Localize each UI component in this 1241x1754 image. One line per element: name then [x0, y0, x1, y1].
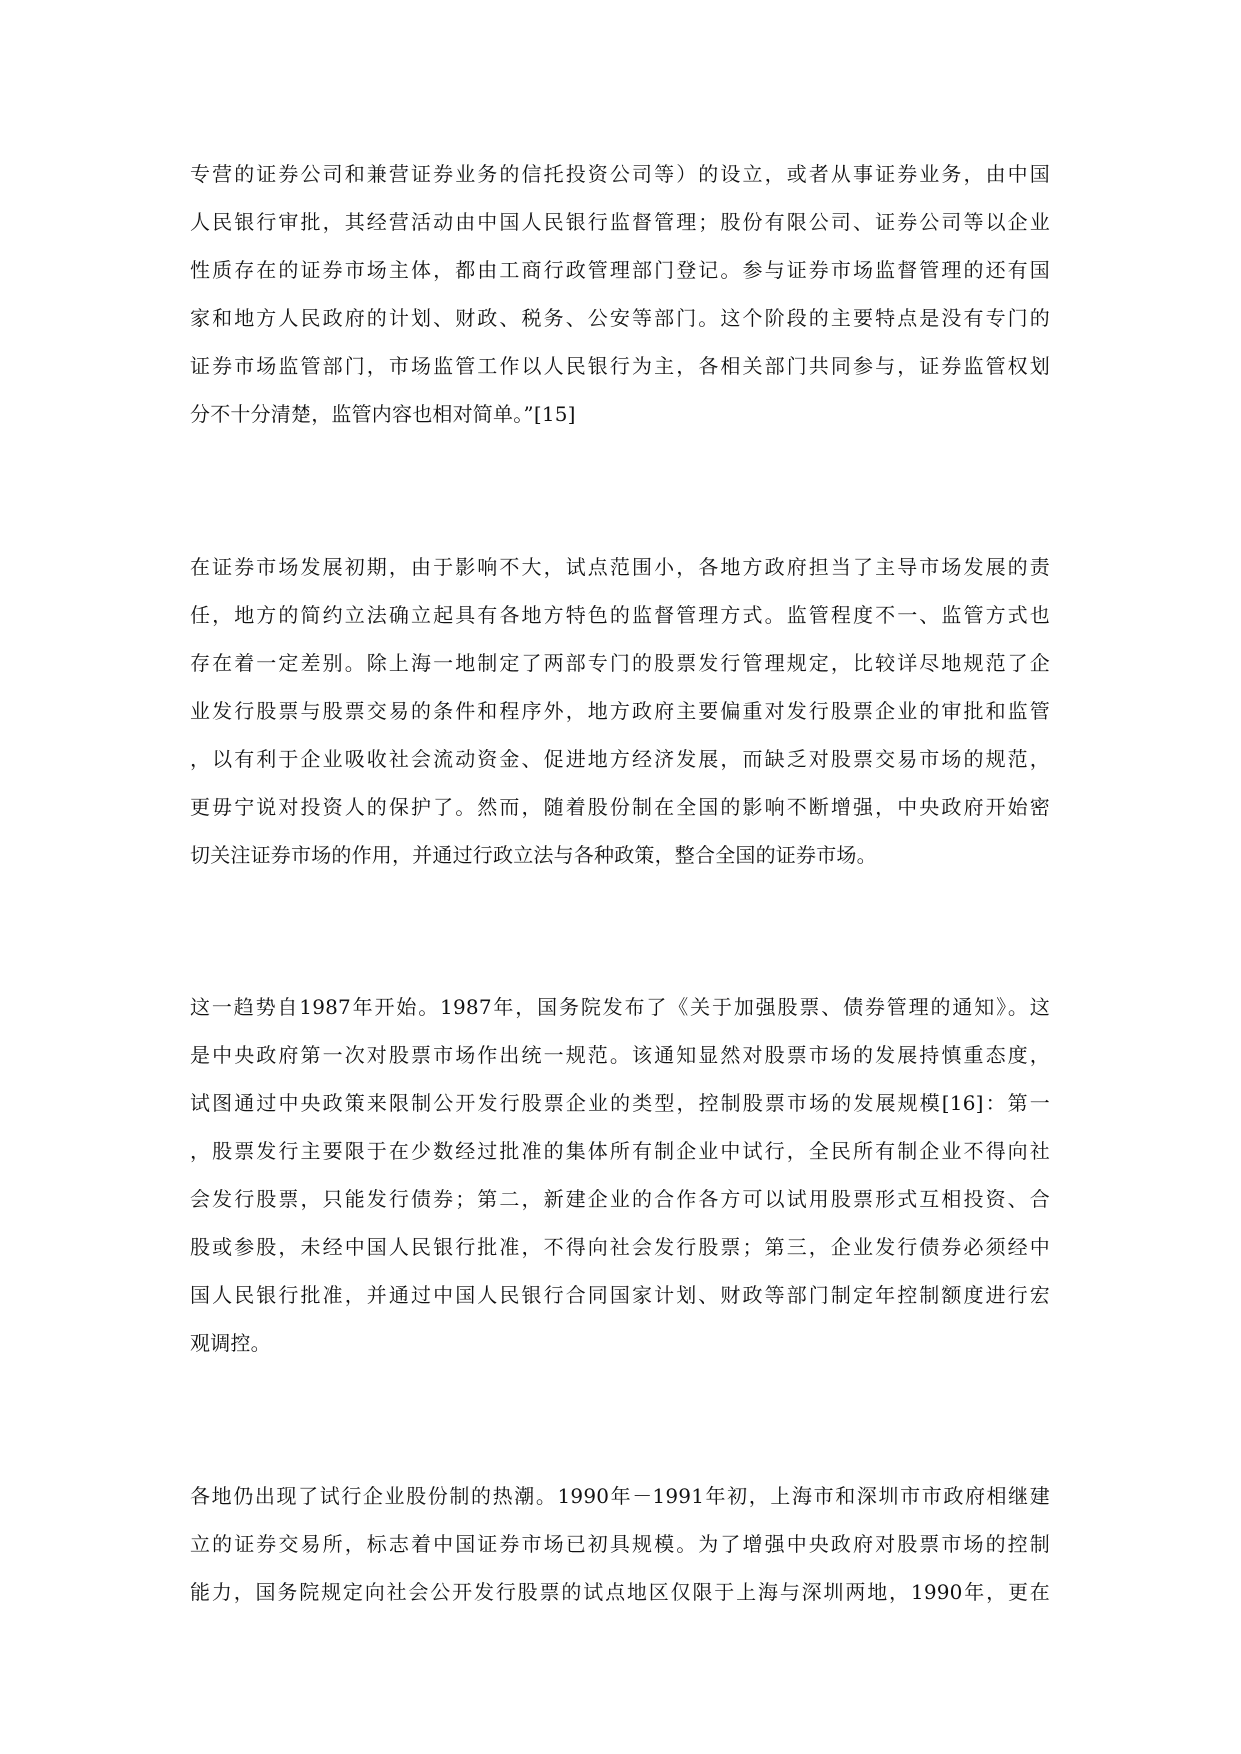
paragraph-3 — [190, 983, 1050, 1367]
text-line: 专营的证券公司和兼营证券业务的信托投资公司等）的设立，或者从事证券业务，由中国 — [190, 162, 1050, 186]
text-line: ，以有利于企业吸收社会流动资金、促进地方经济发展，而缺乏对股票交易市场的规范， — [190, 747, 1050, 771]
text-line: 试图通过中央政策来限制公开发行股票企业的类型，控制股票市场的发展规模[16]：第一 — [190, 1091, 1050, 1115]
text-line: 任，地方的简约立法确立起具有各地方特色的监督管理方式。监管程度不一、监管方式也 — [190, 603, 1050, 627]
text-line: 这一趋势自1987年开始。1987年，国务院发布了《关于加强股票、债券管理的通知》。这 — [190, 995, 1050, 1019]
text-line: 在证券市场发展初期，由于影响不大，试点范围小，各地方政府担当了主导市场发展的责 — [190, 555, 1050, 579]
text-line: 各地仍出现了试行企业股份制的热潮。1990年－1991年初，上海市和深圳市市政府相继建 — [190, 1484, 1050, 1508]
text-line: 证券市场监管部门，市场监管工作以人民银行为主，各相关部门共同参与，证券监管权划 — [190, 354, 1050, 378]
text-line: 观调控。 — [190, 1331, 271, 1355]
text-line: 业发行股票与股票交易的条件和程序外，地方政府主要偏重对发行股票企业的审批和监管 — [190, 699, 1050, 723]
text-line: 能力，国务院规定向社会公开发行股票的试点地区仅限于上海与深圳两地，1990年，更在 — [190, 1580, 1050, 1604]
text-line: 性质存在的证券市场主体，都由工商行政管理部门登记。参与证券市场监督管理的还有国 — [190, 258, 1050, 282]
text-line: 股或参股，未经中国人民银行批准，不得向社会发行股票；第三，企业发行债券必须经中 — [190, 1235, 1050, 1259]
text-line: 立的证券交易所，标志着中国证券市场已初具规模。为了增强中央政府对股票市场的控制 — [190, 1532, 1050, 1556]
paragraph-4 — [190, 1472, 1050, 1616]
text-line: 家和地方人民政府的计划、财政、税务、公安等部门。这个阶段的主要特点是没有专门的 — [190, 306, 1050, 330]
paragraph-1 — [190, 150, 1050, 438]
text-line: ，股票发行主要限于在少数经过批准的集体所有制企业中试行，全民所有制企业不得向社 — [190, 1139, 1050, 1163]
text-line: 国人民银行批准，并通过中国人民银行合同国家计划、财政等部门制定年控制额度进行宏 — [190, 1283, 1050, 1307]
text-line: 会发行股票，只能发行债券；第二，新建企业的合作各方可以试用股票形式互相投资、合 — [190, 1187, 1050, 1211]
paragraph-2 — [190, 543, 1050, 879]
text-line: 是中央政府第一次对股票市场作出统一规范。该通知显然对股票市场的发展持慎重态度， — [190, 1043, 1050, 1067]
text-line: 分不十分清楚，监管内容也相对简单。”[15] — [190, 402, 576, 426]
text-line: 更毋宁说对投资人的保护了。然而，随着股份制在全国的影响不断增强，中央政府开始密 — [190, 795, 1050, 819]
text-line: 切关注证券市场的作用，并通过行政立法与各种政策，整合全国的证券市场。 — [190, 843, 877, 867]
text-line: 人民银行审批，其经营活动由中国人民银行监督管理；股份有限公司、证券公司等以企业 — [190, 210, 1050, 234]
text-line: 存在着一定差别。除上海一地制定了两部专门的股票发行管理规定，比较详尽地规范了企 — [190, 651, 1050, 675]
